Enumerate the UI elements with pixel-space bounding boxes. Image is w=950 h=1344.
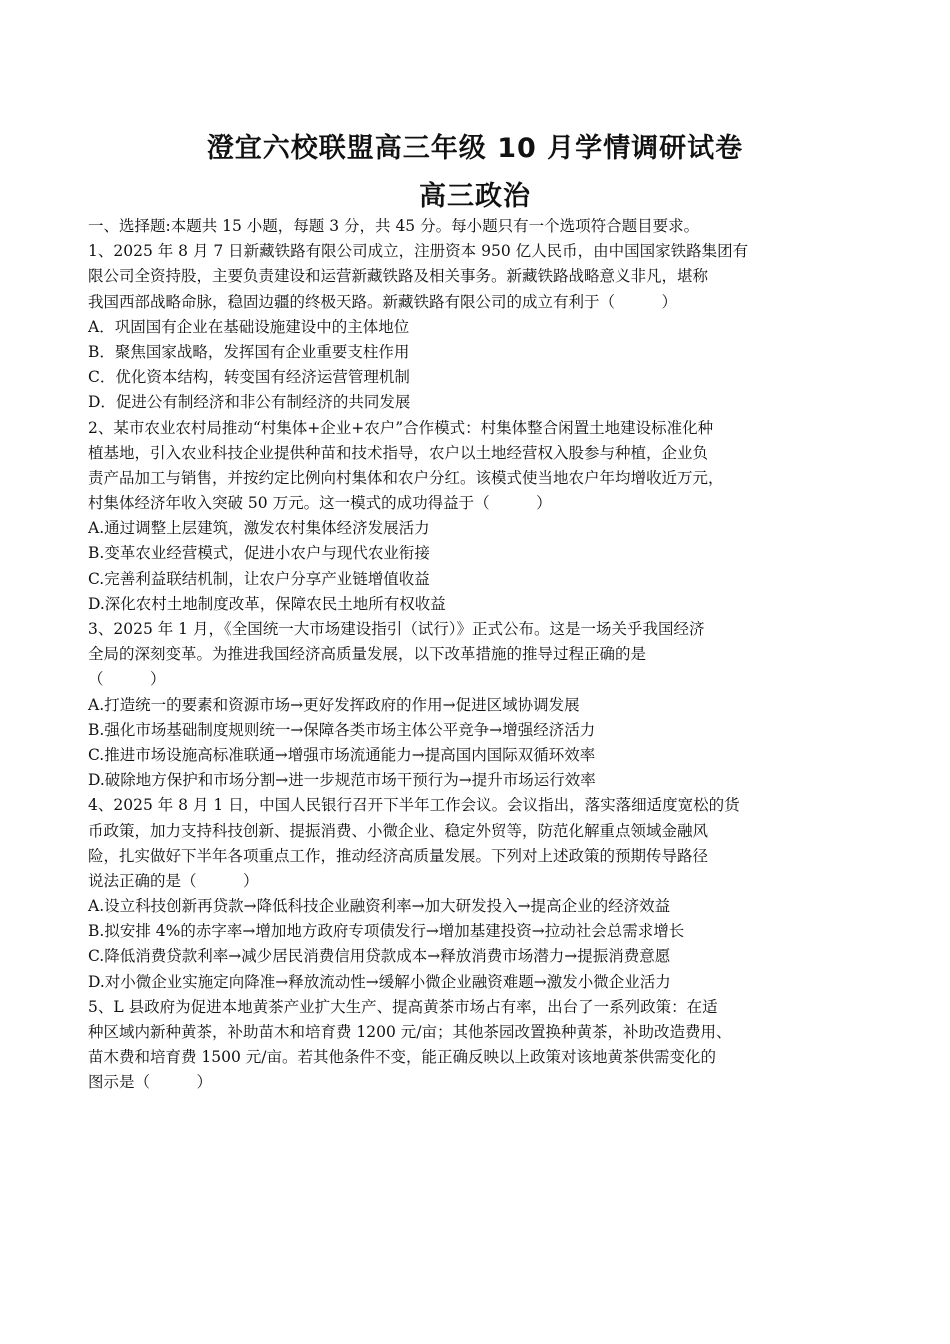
option-b: B．聚焦国家战略，发挥国有企业重要支柱作用 xyxy=(88,342,410,361)
question-stem-line: 3、2025 年 1 月，《全国统一大市场建设指引（试行）》正式公布。这是一场关乎我国经济 xyxy=(88,620,705,638)
option-c: C．优化资本结构，转变国有经济运营管理机制 xyxy=(88,368,410,387)
question-stem-line: 植基地，引入农业科技企业提供种苗和技术指导，农户以土地经营权入股参与种植，企业负 xyxy=(88,443,709,462)
question-1 xyxy=(88,239,868,415)
question-stem-line: 说法正确的是（ ） xyxy=(88,871,259,890)
question-4 xyxy=(88,793,868,995)
option-d: D．促进公有制经济和非公有制经济的共同发展 xyxy=(88,393,411,412)
option-b: B.拟安排 4%的赤字率→增加地方政府专项债发行→增加基建投资→拉动社会总需求增长 xyxy=(88,922,685,941)
option-c: C.降低消费贷款利率→减少居民消费信用贷款成本→释放消费市场潜力→提振消费意愿 xyxy=(88,947,671,966)
exam-title: 澄宜六校联盟高三年级 10 月学情调研试卷 xyxy=(206,133,744,164)
question-stem-line: 全局的深刻变革。为推进我国经济高质量发展，以下改革措施的推导过程正确的是 xyxy=(88,645,647,664)
option-d: D.深化农村土地制度改革，保障农民土地所有权收益 xyxy=(88,594,446,613)
option-d: D.破除地方保护和市场分割→进一步规范市场干预行为→提升市场运行效率 xyxy=(88,771,596,790)
question-stem-line: 苗木费和培育费 1500 元/亩。若其他条件不变，能正确反映以上政策对该地黄茶供需变化的 xyxy=(88,1048,717,1067)
question-stem-line: 险，扎实做好下半年各项重点工作，推动经济高质量发展。下列对上述政策的预期传导路径 xyxy=(88,846,709,865)
question-stem-line: 限公司全资持股，主要负责建设和运营新藏铁路及相关事务。新藏铁路战略意义非凡，堪称 xyxy=(88,267,709,286)
question-stem-line: 2、某市农业农村局推动“村集体+企业+农户”合作模式：村集体整合闲置土地建设标准化种 xyxy=(88,418,714,437)
question-stem-line: 币政策，加力支持科技创新、提振消费、小微企业、稳定外贸等，防范化解重点领域金融风 xyxy=(88,821,709,840)
section-instruction: 一、选择题:本题共 15 小题，每题 3 分，共 45 分。每小题只有一个选项符合题目要求。 xyxy=(88,217,700,235)
question-3 xyxy=(88,617,868,793)
option-c: C.推进市场设施高标准联通→增强市场流通能力→提高国内国际双循环效率 xyxy=(88,745,596,764)
option-a: A．巩固国有企业在基础设施建设中的主体地位 xyxy=(88,317,410,336)
option-a: A.通过调整上层建筑，激发农村集体经济发展活力 xyxy=(88,519,430,538)
question-stem-line: 种区域内新种黄茶，补助苗木和培育费 1200 元/亩；其他茶园改置换种黄茶，补助改造费用、 xyxy=(88,1023,732,1041)
question-stem-line: 我国西部战略命脉，稳固边疆的终极天路。新藏铁路有限公司的成立有利于（ ） xyxy=(88,292,678,311)
option-b: B.变革农业经营模式，促进小农户与现代农业衔接 xyxy=(88,544,430,563)
question-stem-line: 责产品加工与销售，并按约定比例向村集体和农户分红。该模式使当地农户年均增收近万元， xyxy=(88,468,724,487)
option-d: D.对小微企业实施定向降准→释放流动性→缓解小微企业融资难题→激发小微企业活力 xyxy=(88,972,671,991)
subject-title: 高三政治 xyxy=(419,181,531,212)
question-stem-line: 1、2025 年 8 月 7 日新藏铁路有限公司成立，注册资本 950 亿人民币，由中国国家铁路集团有 xyxy=(88,242,749,261)
option-a: A.设立科技创新再贷款→降低科技企业融资利率→加大研发投入→提高企业的经济效益 xyxy=(88,897,671,916)
question-stem-line: 5、L 县政府为促进本地黄茶产业扩大生产、提高黄茶市场占有率，出台了一系列政策：在适 xyxy=(88,997,718,1016)
question-stem-line: 4、2025 年 8 月 1 日，中国人民银行召开下半年工作会议。会议指出，落实落细适度宽松的货 xyxy=(88,796,740,815)
question-stem-line: 图示是（ ） xyxy=(88,1073,213,1092)
question-5 xyxy=(88,995,868,1096)
exam-content xyxy=(88,214,868,1096)
option-a: A.打造统一的要素和资源市场→更好发挥政府的作用→促进区域协调发展 xyxy=(88,695,580,714)
option-c: C.完善利益联结机制，让农户分享产业链增值收益 xyxy=(88,569,430,588)
option-b: B.强化市场基础制度规则统一→保障各类市场主体公平竞争→增强经济活力 xyxy=(88,720,596,739)
question-stem-line: （ ） xyxy=(88,670,166,689)
question-2 xyxy=(88,416,868,618)
question-stem-line: 村集体经济年收入突破 50 万元。这一模式的成功得益于（ ） xyxy=(88,494,552,513)
